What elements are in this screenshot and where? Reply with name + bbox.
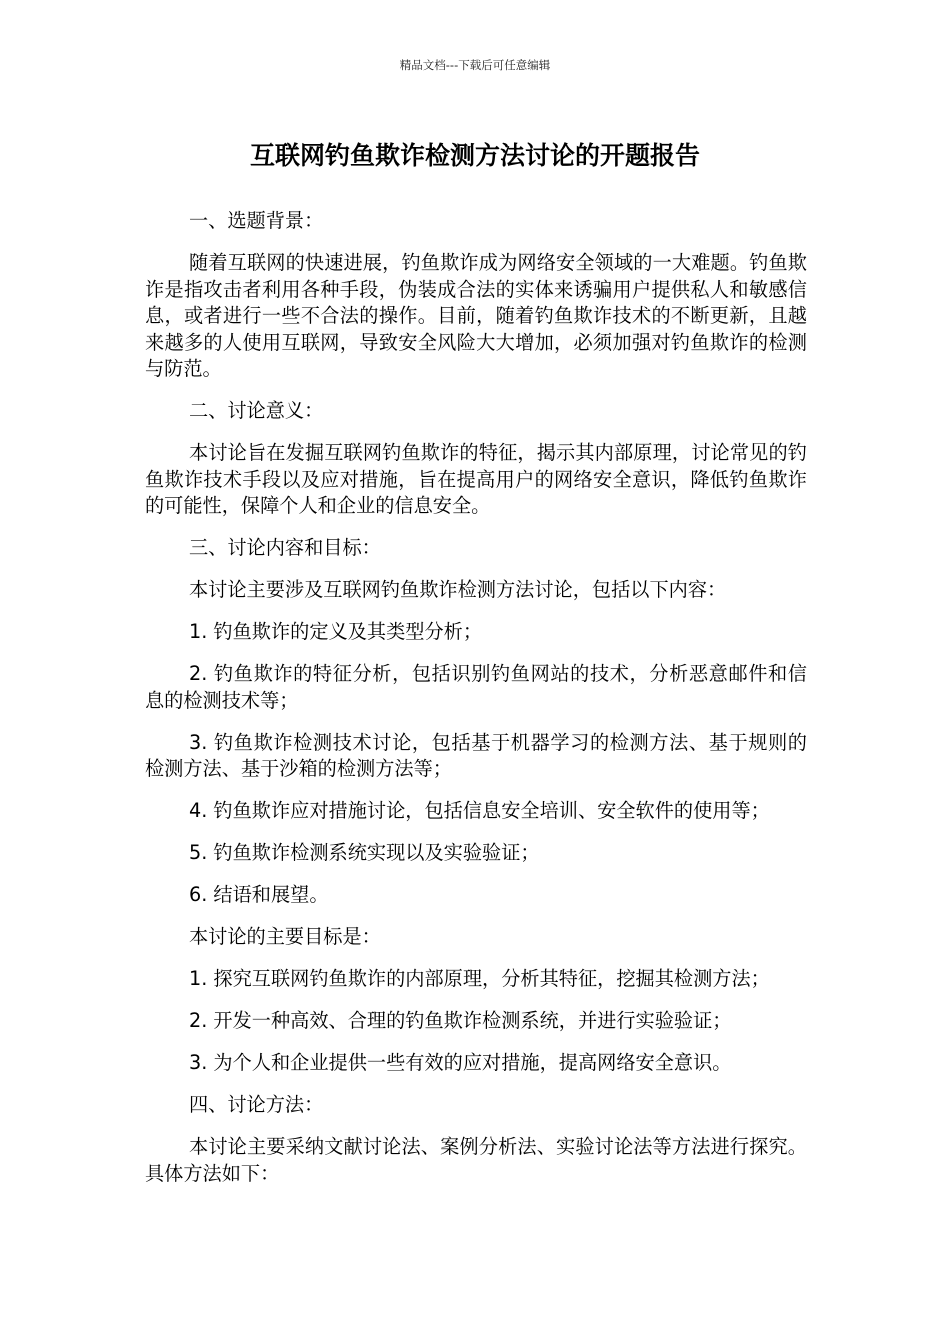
list-item-content-5: 5. 钓鱼欺诈检测系统实现以及实验验证；	[189, 841, 540, 864]
list-item-content-1: 1. 钓鱼欺诈的定义及其类型分析；	[189, 620, 483, 643]
header-note: 精品文档---下载后可任意编辑	[399, 58, 551, 72]
paragraph-goals-intro: 本讨论的主要目标是：	[189, 925, 381, 948]
list-item-content-4: 4. 钓鱼欺诈应对措施讨论，包括信息安全培训、安全软件的使用等；	[189, 799, 770, 822]
list-item-goal-2: 2. 开发一种高效、合理的钓鱼欺诈检测系统，并进行实验验证；	[189, 1009, 732, 1032]
paragraph-methods: 本讨论主要采纳文献讨论法、案例分析法、实验讨论法等方法进行探究。具体方法如下：	[145, 1135, 807, 1185]
section-heading-methods: 四、讨论方法：	[189, 1093, 324, 1116]
list-item-content-3: 3. 钓鱼欺诈检测技术讨论，包括基于机器学习的检测方法、基于规则的检测方法、基于沙箱的检测方法等；	[145, 730, 807, 780]
list-item-content-2: 2. 钓鱼欺诈的特征分析，包括识别钓鱼网站的技术，分析恶意邮件和信息的检测技术等；	[145, 662, 807, 712]
list-item-goal-3: 3. 为个人和企业提供一些有效的应对措施，提高网络安全意识。	[189, 1051, 732, 1074]
paragraph-content-intro: 本讨论主要涉及互联网钓鱼欺诈检测方法讨论，包括以下内容：	[189, 578, 727, 601]
document-title: 互联网钓鱼欺诈检测方法讨论的开题报告	[249, 141, 700, 170]
list-item-goal-1: 1. 探究互联网钓鱼欺诈的内部原理，分析其特征，挖掘其检测方法；	[189, 967, 770, 990]
paragraph-significance: 本讨论旨在发掘互联网钓鱼欺诈的特征，揭示其内部原理，讨论常见的钓鱼欺诈技术手段以及应对措施，旨在提高用户的网络安全意识，降低钓鱼欺诈的可能性，保障个人和企业的信息安全。	[145, 441, 807, 517]
section-heading-content-goals: 三、讨论内容和目标：	[189, 536, 381, 559]
paragraph-background: 随着互联网的快速进展，钓鱼欺诈成为网络安全领域的一大难题。钓鱼欺诈是指攻击者利用各种手段，伪装成合法的实体来诱骗用户提供私人和敏感信息，或者进行一些不合法的操作。目前，随着钓鱼欺诈技术的不断更新，且越来越多的人使用互联网，导致安全风险大大增加，必须加强对钓鱼欺诈的检测与防范。	[145, 251, 807, 380]
section-heading-background: 一、选题背景：	[189, 209, 324, 232]
document-body	[145, 208, 807, 1203]
list-item-content-6: 6. 结语和展望。	[189, 883, 329, 906]
section-heading-significance: 二、讨论意义：	[189, 399, 324, 422]
